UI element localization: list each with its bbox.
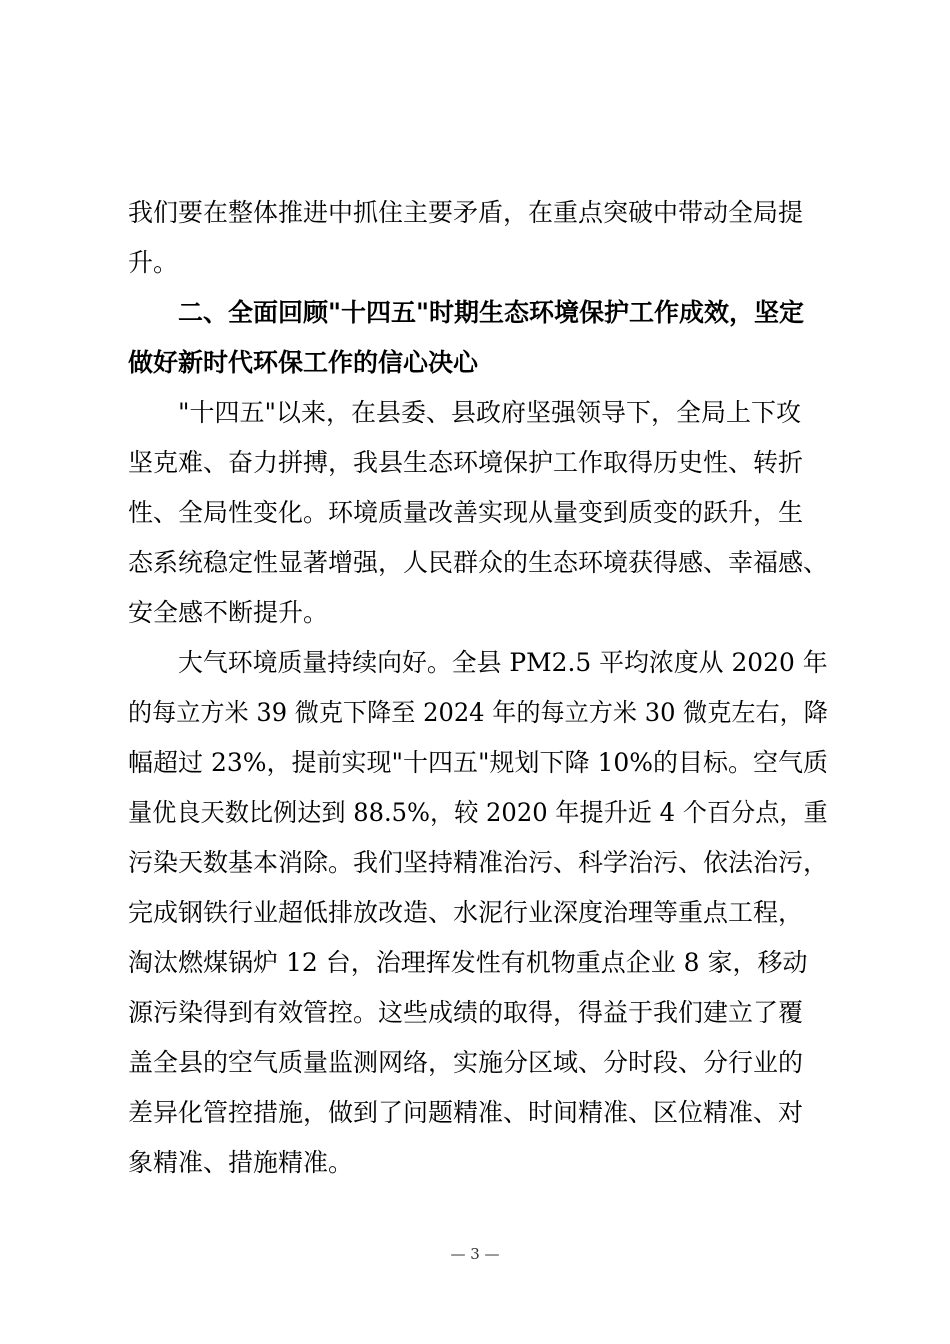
paragraph-3-line-2: 坚克难、奋力拼搏，我县生态环境保护工作取得历史性、转折 xyxy=(128,448,804,477)
paragraph-4-line-6: 完成钢铁行业超低排放改造、水泥行业深度治理等重点工程， xyxy=(128,898,804,927)
paragraph-4-line-10: 差异化管控措施，做到了问题精准、时间精准、区位精准、对 xyxy=(128,1098,804,1127)
paragraph-3-line-5: 安全感不断提升。 xyxy=(128,598,329,627)
paragraph-3-line-4: 态系统稳定性显著增强，人民群众的生态环境获得感、幸福感、 xyxy=(128,548,829,577)
page-number: — 3 — xyxy=(450,1245,500,1263)
section-heading-line-1: 二、全面回顾"十四五"时期生态环境保护工作成效，坚定 xyxy=(178,298,805,327)
paragraph-4-line-2: 的每立方米 39 微克下降至 2024 年的每立方米 30 微克左右，降 xyxy=(128,698,828,727)
paragraph-4-line-3: 幅超过 23%，提前实现"十四五"规划下降 10%的目标。空气质 xyxy=(128,748,829,777)
paragraph-3-line-1: "十四五"以来，在县委、县政府坚强领导下，全局上下攻 xyxy=(178,398,802,427)
paragraph-4-line-7: 淘汰燃煤锅炉 12 台，治理挥发性有机物重点企业 8 家，移动 xyxy=(128,948,808,977)
section-heading-line-2: 做好新时代环保工作的信心决心 xyxy=(128,348,479,377)
paragraph-4-line-5: 污染天数基本消除。我们坚持精准治污、科学治污、依法治污， xyxy=(128,848,829,877)
paragraph-1-line-2: 升。 xyxy=(128,248,179,277)
paragraph-4-line-4: 量优良天数比例达到 88.5%，较 2020 年提升近 4 个百分点，重 xyxy=(128,798,828,827)
paragraph-4-line-8: 源污染得到有效管控。这些成绩的取得，得益于我们建立了覆 xyxy=(128,998,804,1027)
paragraph-4-line-11: 象精准、措施精准。 xyxy=(128,1148,354,1177)
paragraph-3-line-3: 性、全局性变化。环境质量改善实现从量变到质变的跃升，生 xyxy=(128,498,804,527)
paragraph-4-line-9: 盖全县的空气质量监测网络，实施分区域、分时段、分行业的 xyxy=(128,1048,804,1077)
paragraph-1-line-1: 我们要在整体推进中抓住主要矛盾，在重点突破中带动全局提 xyxy=(128,198,804,227)
paragraph-4-line-1: 大气环境质量持续向好。全县 PM2.5 平均浓度从 2020 年 xyxy=(178,648,828,677)
